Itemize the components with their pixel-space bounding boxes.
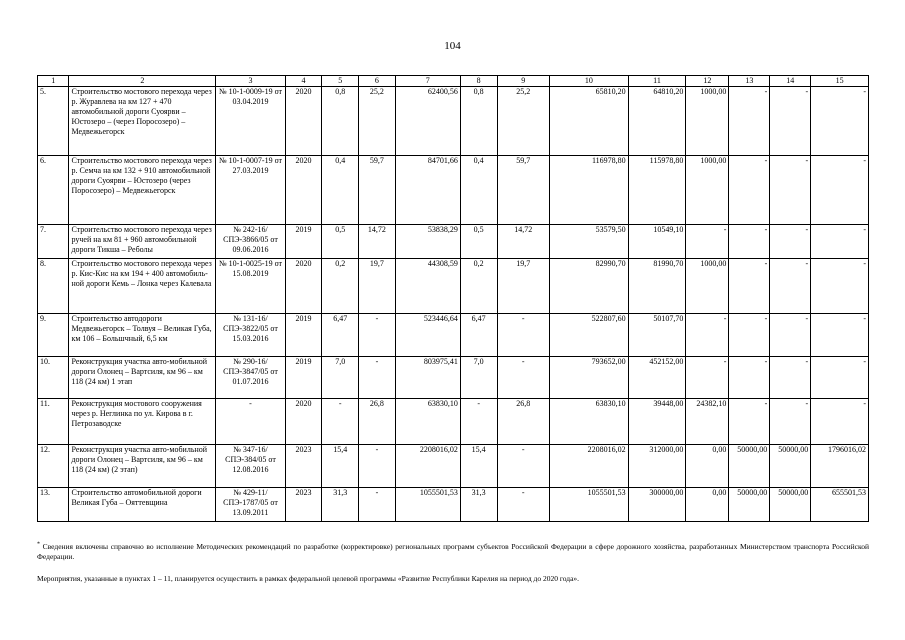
expertise-document-cell: № 429-11/СПЭ-1787/05 от 13.09.2011	[216, 488, 285, 522]
project-name-cell: Реконструкция участка авто-мобильной дороги Олонец – Вартсиля, км 96 – км 118 (24 км) 1 этап	[69, 357, 216, 399]
bridge-length-2-cell: 14,72	[497, 225, 549, 259]
row-number-cell: 5.	[38, 87, 69, 156]
length-km-cell: 0,2	[322, 259, 359, 314]
financing-value-cell: 1000,00	[686, 156, 729, 225]
project-name-cell: Строительство мостового перехода через р. Кис-Кис на км 194 + 400 автомобиль-ной дороги Кемь – Лонка через Калевала	[69, 259, 216, 314]
length-km-2-cell: 0,2	[460, 259, 497, 314]
total-financing-cell: 82990,70	[549, 259, 628, 314]
length-km-cell: 6,47	[322, 314, 359, 357]
row-number-cell: 7.	[38, 225, 69, 259]
length-km-cell: -	[322, 399, 359, 445]
page-number: 104	[444, 40, 461, 52]
financing-value-cell: -	[729, 399, 770, 445]
financing-value-cell: 24382,10	[686, 399, 729, 445]
financing-value-cell: 1000,00	[686, 87, 729, 156]
length-km-cell: 7,0	[322, 357, 359, 399]
completion-year-cell: 2023	[285, 488, 322, 522]
completion-year-cell: 2019	[285, 357, 322, 399]
estimated-cost-cell: 62400,56	[395, 87, 460, 156]
completion-year-cell: 2020	[285, 399, 322, 445]
bridge-length-cell: -	[359, 445, 396, 488]
bridge-length-cell: 25,2	[359, 87, 396, 156]
project-name-cell: Строительство мостового перехода через р. Журавлева на км 127 + 470 автомобильной дороги Суоярви – Юстозеро – (через Поросозеро) – Медвежьегорск	[69, 87, 216, 156]
bridge-length-2-cell: 25,2	[497, 87, 549, 156]
length-km-2-cell: 0,5	[460, 225, 497, 259]
financing-value-cell: 312000,00	[628, 445, 686, 488]
financing-value-cell: 50000,00	[770, 488, 811, 522]
completion-year-cell: 2019	[285, 225, 322, 259]
estimated-cost-cell: 84701,66	[395, 156, 460, 225]
column-header: 12	[686, 76, 729, 87]
estimated-cost-cell: 53838,29	[395, 225, 460, 259]
financing-value-cell: 39448,00	[628, 399, 686, 445]
financing-value-cell: -	[729, 357, 770, 399]
financing-value-cell: -	[811, 225, 869, 259]
total-financing-cell: 1055501,53	[549, 488, 628, 522]
financing-value-cell: 81990,70	[628, 259, 686, 314]
financing-value-cell: -	[770, 225, 811, 259]
financing-value-cell: -	[770, 314, 811, 357]
column-header: 8	[460, 76, 497, 87]
bridge-length-cell: -	[359, 488, 396, 522]
financing-value-cell: -	[811, 156, 869, 225]
length-km-2-cell: 31,3	[460, 488, 497, 522]
financing-value-cell: 50000,00	[729, 445, 770, 488]
column-header: 15	[811, 76, 869, 87]
column-header: 7	[395, 76, 460, 87]
table-row	[38, 225, 869, 259]
total-financing-cell: 793652,00	[549, 357, 628, 399]
financing-value-cell: -	[811, 357, 869, 399]
length-km-cell: 31,3	[322, 488, 359, 522]
financing-value-cell: -	[729, 87, 770, 156]
project-name-cell: Строительство автодороги Медвежьегорск – Толвуя – Великая Губа, км 106 – Большчный, 6,5 км	[69, 314, 216, 357]
project-name-cell: Строительство мостового перехода через р. Семча на км 132 + 910 автомобильной дороги Суоярви – Юстозеро (через Поросозеро) – Медвежьегорск	[69, 156, 216, 225]
financing-value-cell: 10549,10	[628, 225, 686, 259]
completion-year-cell: 2023	[285, 445, 322, 488]
column-header: 9	[497, 76, 549, 87]
bridge-length-2-cell: -	[497, 445, 549, 488]
financing-value-cell: 1796016,02	[811, 445, 869, 488]
estimated-cost-cell: 44308,59	[395, 259, 460, 314]
financing-value-cell: -	[686, 314, 729, 357]
row-number-cell: 10.	[38, 357, 69, 399]
total-financing-cell: 116978,80	[549, 156, 628, 225]
total-financing-cell: 522807,60	[549, 314, 628, 357]
financing-value-cell: -	[770, 399, 811, 445]
financing-value-cell: 50000,00	[770, 445, 811, 488]
expertise-document-cell: № 347-16/СПЭ-384/05 от 12.08.2016	[216, 445, 285, 488]
expertise-document-cell: № 290-16/СПЭ-3847/05 от 01.07.2016	[216, 357, 285, 399]
estimated-cost-cell: 1055501,53	[395, 488, 460, 522]
estimated-cost-cell: 523446,64	[395, 314, 460, 357]
column-header: 11	[628, 76, 686, 87]
bridge-length-2-cell: 19,7	[497, 259, 549, 314]
expertise-document-cell: № 242-16/СПЭ-3866/05 от 09.06.2016	[216, 225, 285, 259]
financing-value-cell: -	[811, 259, 869, 314]
column-header: 14	[770, 76, 811, 87]
project-name-cell: Строительство мостового перехода через ручей на км 81 + 960 автомобильной дороги Тикша – Реболы	[69, 225, 216, 259]
row-number-cell: 11.	[38, 399, 69, 445]
row-number-cell: 8.	[38, 259, 69, 314]
financing-value-cell: 50000,00	[729, 488, 770, 522]
financing-value-cell: -	[686, 357, 729, 399]
completion-year-cell: 2019	[285, 314, 322, 357]
expertise-document-cell: -	[216, 399, 285, 445]
length-km-2-cell: 6,47	[460, 314, 497, 357]
estimated-cost-cell: 63830,10	[395, 399, 460, 445]
financing-value-cell: -	[770, 259, 811, 314]
expertise-document-cell: № 10-1-0009-19 от 03.04.2019	[216, 87, 285, 156]
completion-year-cell: 2020	[285, 259, 322, 314]
total-financing-cell: 65810,20	[549, 87, 628, 156]
bridge-length-2-cell: 26,8	[497, 399, 549, 445]
completion-year-cell: 2020	[285, 156, 322, 225]
column-header: 2	[69, 76, 216, 87]
financing-value-cell: -	[729, 225, 770, 259]
bridge-length-cell: 14,72	[359, 225, 396, 259]
length-km-cell: 0,8	[322, 87, 359, 156]
footnote-star: *	[37, 541, 40, 548]
financing-value-cell: -	[770, 156, 811, 225]
project-name-cell: Реконструкция участка авто-мобильной дороги Олонец – Вартсиля, км 96 – км 118 (24 км) (2 этап)	[69, 445, 216, 488]
column-header: 13	[729, 76, 770, 87]
table-row	[38, 357, 869, 399]
table-row	[38, 259, 869, 314]
financing-value-cell: 115978,80	[628, 156, 686, 225]
financing-value-cell: 50107,70	[628, 314, 686, 357]
bridge-length-cell: 26,8	[359, 399, 396, 445]
column-header: 3	[216, 76, 285, 87]
row-number-cell: 6.	[38, 156, 69, 225]
expertise-document-cell: № 10-1-0007-19 от 27.03.2019	[216, 156, 285, 225]
table-row	[38, 314, 869, 357]
length-km-cell: 0,5	[322, 225, 359, 259]
row-number-cell: 13.	[38, 488, 69, 522]
bridge-length-2-cell: -	[497, 488, 549, 522]
financing-value-cell: 0,00	[686, 445, 729, 488]
footnote-federal-program: Мероприятия, указанные в пунктах 1 – 11, планируется осуществить в рамках федеральной целевой программы «Развитие Республики Карелия на период до 2020 года».	[37, 574, 580, 583]
financing-value-cell: -	[729, 156, 770, 225]
table-row	[38, 488, 869, 522]
total-financing-cell: 2208016,02	[549, 445, 628, 488]
column-header: 10	[549, 76, 628, 87]
bridge-length-cell: -	[359, 314, 396, 357]
financing-value-cell: 0,00	[686, 488, 729, 522]
length-km-2-cell: 7,0	[460, 357, 497, 399]
bridge-length-cell: 59,7	[359, 156, 396, 225]
footnote-text: Сведения включены справочно во исполнение Методических рекомендаций по разработке (корректировке) региональных программ субъектов Российской Федерации в сфере дорожного хозяйства, разработанных Министерством транспорта Российской Федерации.	[37, 542, 869, 561]
total-financing-cell: 53579,50	[549, 225, 628, 259]
bridge-length-2-cell: -	[497, 314, 549, 357]
length-km-2-cell: -	[460, 399, 497, 445]
project-name-cell: Реконструкция мостового сооружения через р. Неглинка по ул. Кирова в г. Петрозаводске	[69, 399, 216, 445]
financing-value-cell: 1000,00	[686, 259, 729, 314]
expertise-document-cell: № 10-1-0025-19 от 15.08.2019	[216, 259, 285, 314]
column-header: 4	[285, 76, 322, 87]
column-header: 1	[38, 76, 69, 87]
financing-value-cell: -	[729, 314, 770, 357]
bridge-length-2-cell: 59,7	[497, 156, 549, 225]
column-header: 5	[322, 76, 359, 87]
financing-value-cell: -	[770, 87, 811, 156]
financing-value-cell: -	[770, 357, 811, 399]
financing-value-cell: -	[811, 314, 869, 357]
financing-value-cell: 300000,00	[628, 488, 686, 522]
row-number-cell: 9.	[38, 314, 69, 357]
row-number-cell: 12.	[38, 445, 69, 488]
financing-value-cell: 64810,20	[628, 87, 686, 156]
header-row	[38, 76, 869, 87]
estimated-cost-cell: 2208016,02	[395, 445, 460, 488]
bridge-length-cell: 19,7	[359, 259, 396, 314]
length-km-2-cell: 0,8	[460, 87, 497, 156]
bridge-length-cell: -	[359, 357, 396, 399]
column-header: 6	[359, 76, 396, 87]
length-km-2-cell: 15,4	[460, 445, 497, 488]
length-km-cell: 15,4	[322, 445, 359, 488]
estimated-cost-cell: 803975,41	[395, 357, 460, 399]
table-row	[38, 399, 869, 445]
bridge-length-2-cell: -	[497, 357, 549, 399]
financing-value-cell: -	[686, 225, 729, 259]
financing-value-cell: -	[729, 259, 770, 314]
table-row	[38, 156, 869, 225]
total-financing-cell: 63830,10	[549, 399, 628, 445]
project-name-cell: Строительство автомобильной дороги Великая Губа – Ояттевщина	[69, 488, 216, 522]
table-row	[38, 87, 869, 156]
completion-year-cell: 2020	[285, 87, 322, 156]
financing-value-cell: -	[811, 87, 869, 156]
expertise-document-cell: № 131-16/СПЭ-3822/05 от 15.03.2016	[216, 314, 285, 357]
financing-value-cell: 655501,53	[811, 488, 869, 522]
financing-value-cell: 452152,00	[628, 357, 686, 399]
financing-value-cell: -	[811, 399, 869, 445]
table-row	[38, 445, 869, 488]
footnote-methodical	[37, 542, 869, 562]
program-table	[37, 75, 869, 522]
length-km-2-cell: 0,4	[460, 156, 497, 225]
length-km-cell: 0,4	[322, 156, 359, 225]
